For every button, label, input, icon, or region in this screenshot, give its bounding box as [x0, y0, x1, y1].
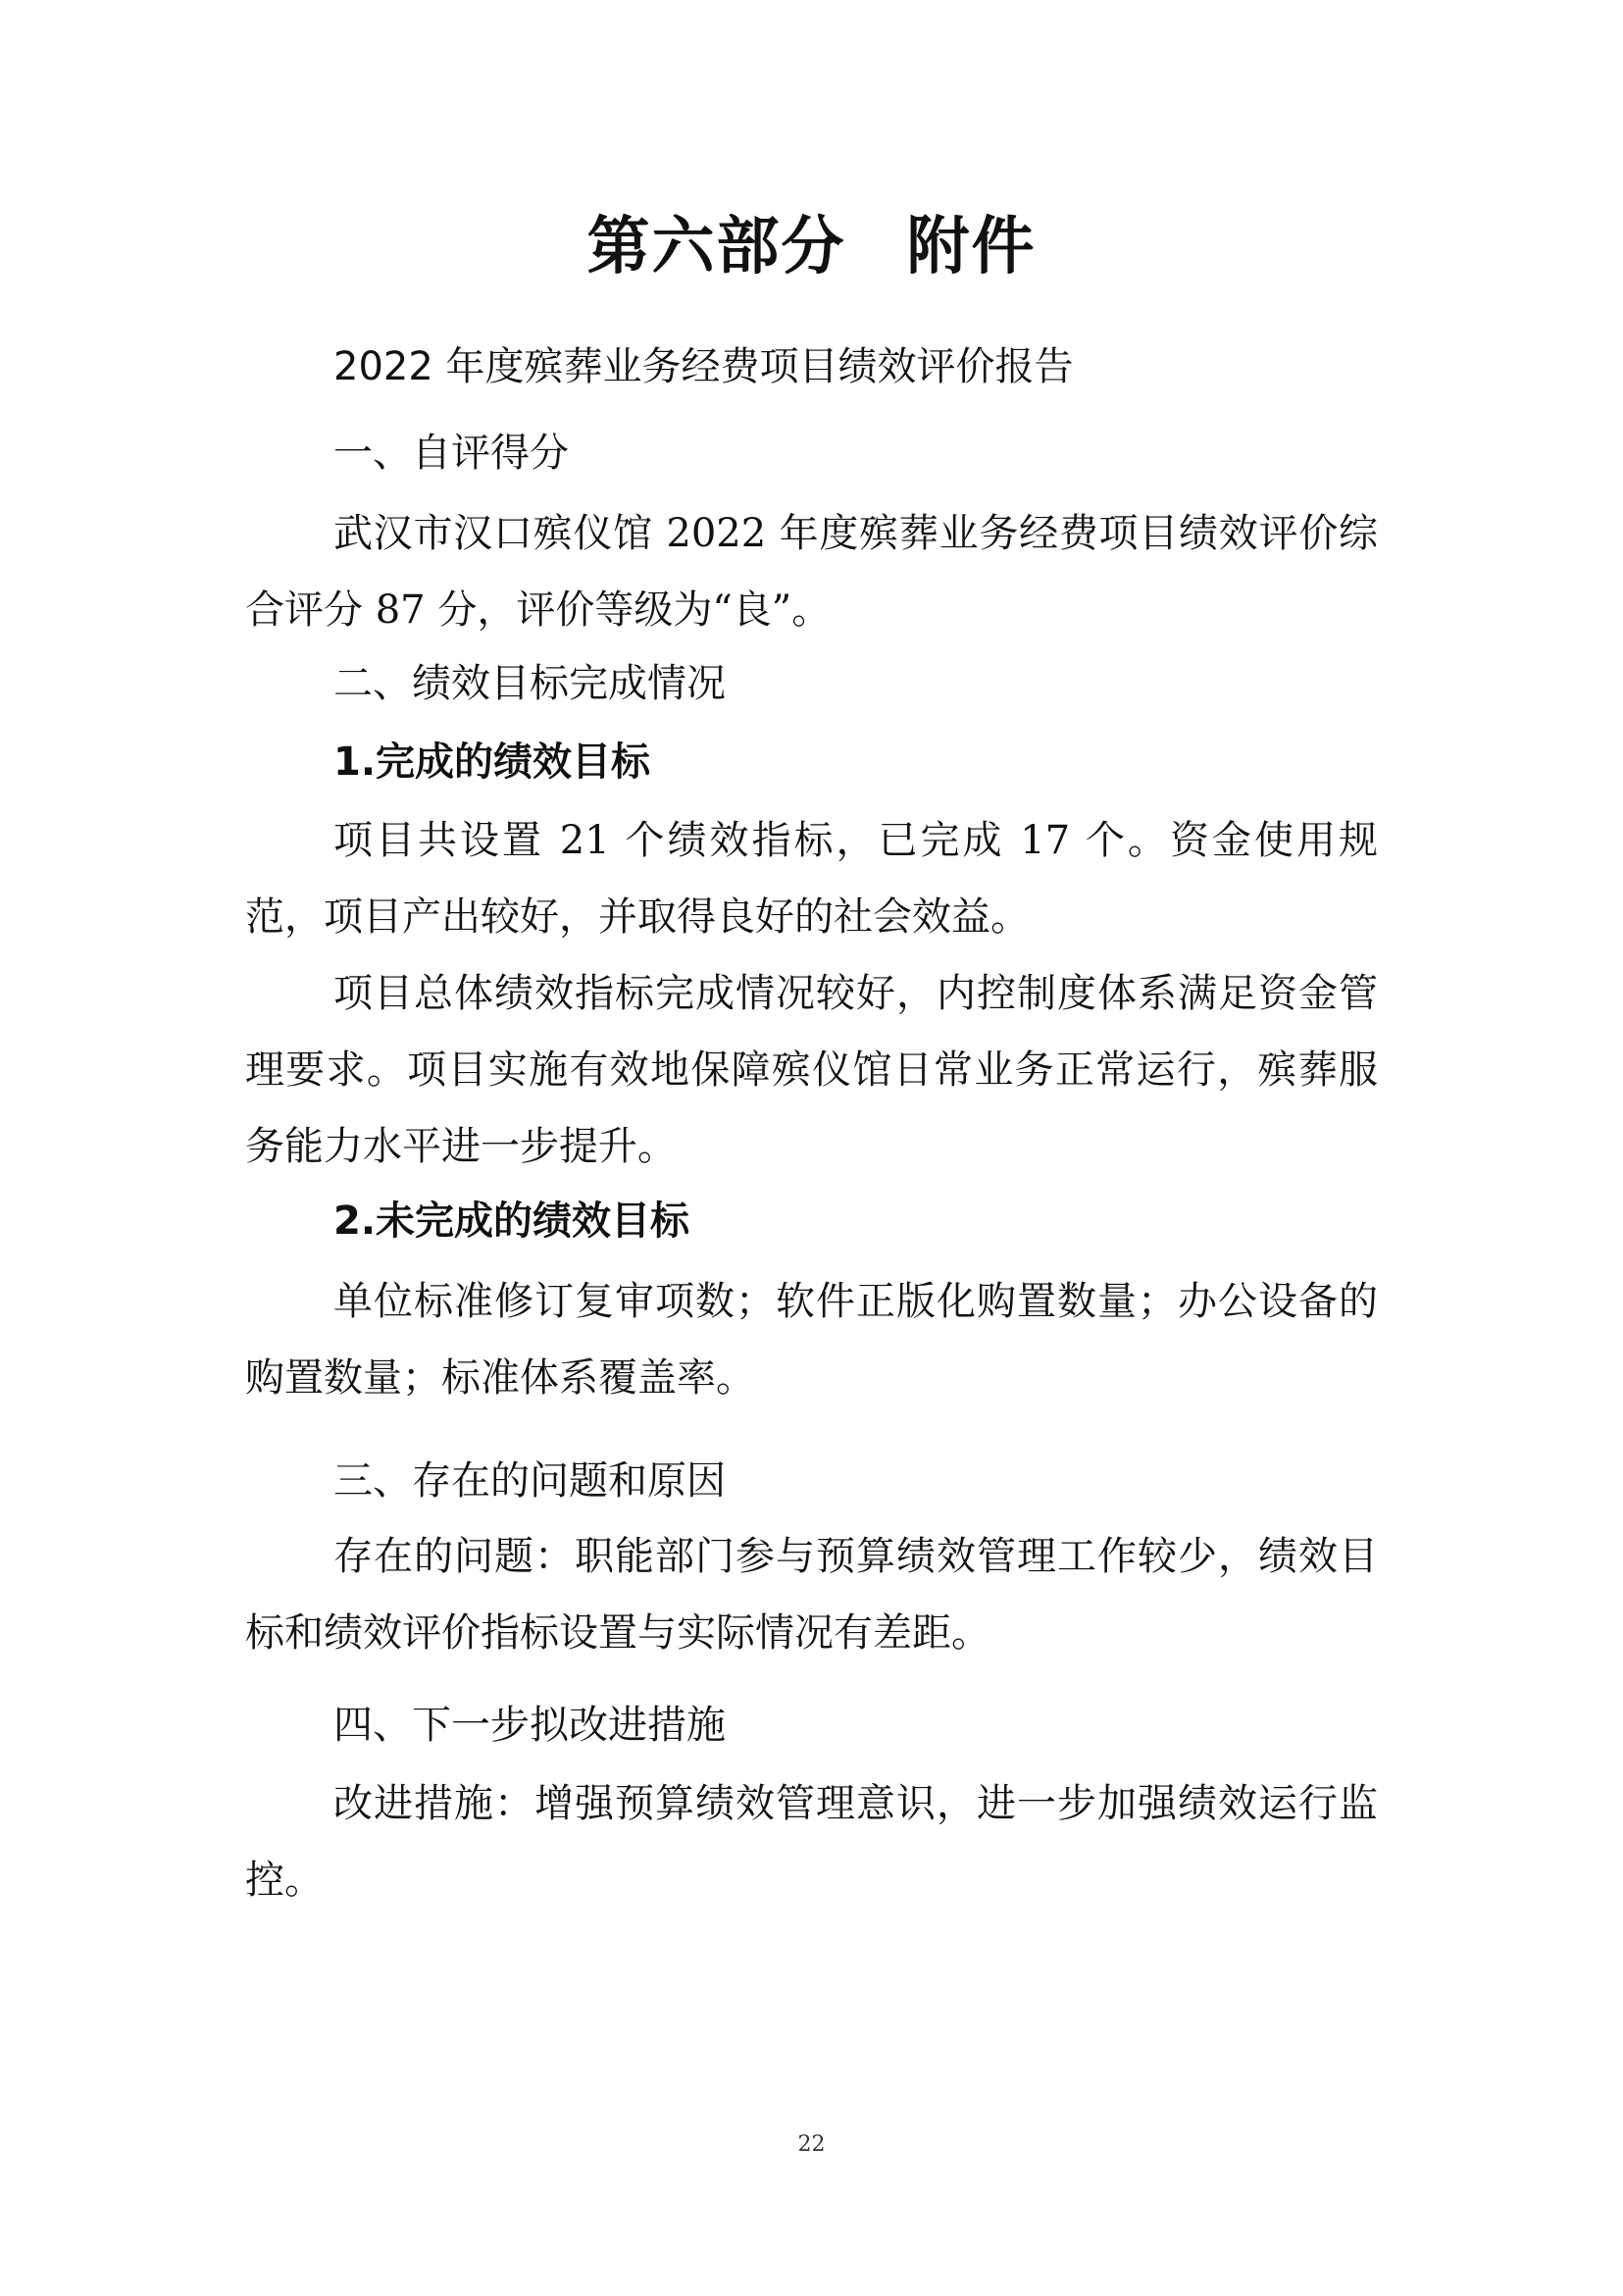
- page-number: 22: [797, 2132, 826, 2157]
- subheading-uncompleted-goals: 2.未完成的绩效目标: [333, 1199, 690, 1244]
- section-heading-goal-completion: 二、绩效目标完成情况: [333, 661, 726, 706]
- paragraph-problems: 存在的问题：职能部门参与预算绩效管理工作较少，绩效目标和绩效评价指标设置与实际情况有差距。: [245, 1534, 1378, 1656]
- report-title: 2022 年度殡葬业务经费项目绩效评价报告: [333, 344, 1074, 389]
- paragraph-self-score: 武汉市汉口殡仪馆 2022 年度殡葬业务经费项目绩效评价综合评分 87 分，评价等级为“良”。: [245, 511, 1378, 633]
- section-heading-problems: 三、存在的问题和原因: [333, 1458, 726, 1504]
- paragraph-overall-performance: 项目总体绩效指标完成情况较好，内控制度体系满足资金管理要求。项目实施有效地保障殡仪馆日常业务正常运行，殡葬服务能力水平进一步提升。: [245, 971, 1378, 1169]
- paragraph-uncompleted-goals: 单位标准修订复审项数；软件正版化购置数量；办公设备的购置数量；标准体系覆盖率。: [245, 1279, 1378, 1401]
- page-title: [0, 196, 1623, 286]
- paragraph-improvements: 改进措施：增强预算绩效管理意识，进一步加强绩效运行监控。: [245, 1781, 1378, 1903]
- page-title-part: 第六部分: [586, 211, 846, 283]
- paragraph-completed-goals: 项目共设置 21 个绩效指标，已完成 17 个。资金使用规范，项目产出较好，并取得良好的社会效益。: [245, 818, 1378, 940]
- section-heading-improvements: 四、下一步拟改进措施: [333, 1703, 726, 1748]
- section-heading-self-score: 一、自评得分: [333, 431, 569, 476]
- subheading-completed-goals: 1.完成的绩效目标: [333, 740, 651, 785]
- page-title-name: 附件: [906, 211, 1037, 283]
